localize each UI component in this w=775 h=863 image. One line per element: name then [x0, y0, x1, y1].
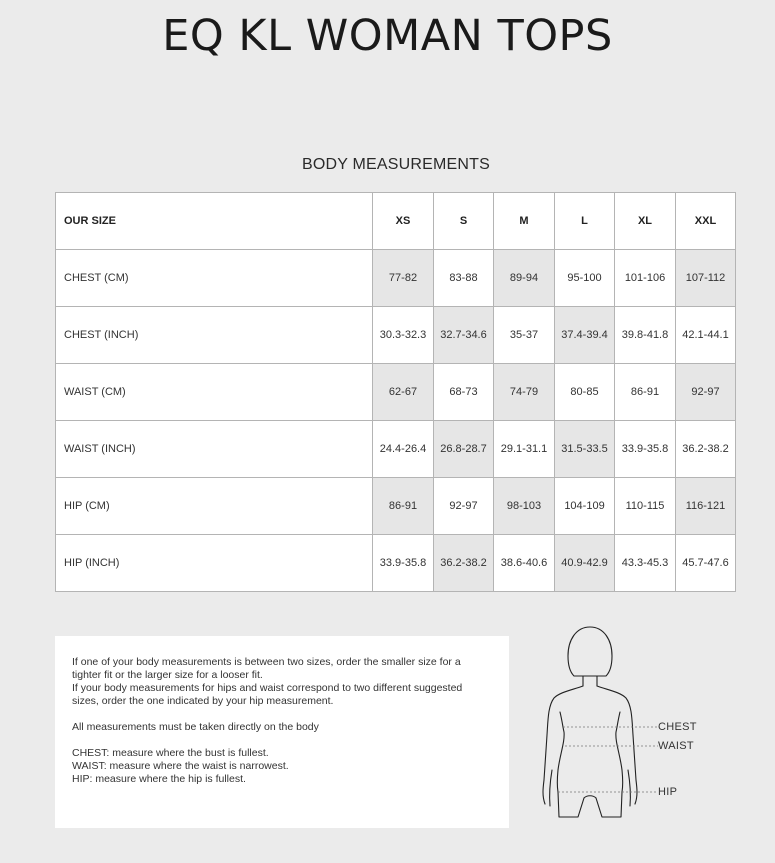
table-cell: 32.7-34.6 — [434, 307, 494, 364]
row-label: CHEST (INCH) — [56, 307, 373, 364]
row-label: WAIST (CM) — [56, 364, 373, 421]
body-measurement-figure — [530, 620, 730, 830]
measurement-notes — [55, 636, 509, 828]
page-title: EQ KL WOMAN TOPS — [162, 11, 613, 61]
header-size-s: S — [434, 193, 494, 250]
table-cell: 45.7-47.6 — [676, 535, 736, 592]
note-line: sizes, order the one indicated by your hip measurement. — [72, 695, 334, 707]
note-line: If one of your body measurements is between two sizes, order the smaller size for a — [72, 656, 461, 668]
header-size-l: L — [555, 193, 615, 250]
table-cell: 92-97 — [676, 364, 736, 421]
row-label: CHEST (CM) — [56, 250, 373, 307]
figure-label-chest: CHEST — [658, 721, 697, 733]
size-chart-table — [55, 192, 736, 592]
note-chest: CHEST: measure where the bust is fullest. — [72, 747, 269, 759]
header-size-xl: XL — [615, 193, 676, 250]
table-cell: 77-82 — [373, 250, 434, 307]
table-row — [56, 478, 736, 535]
figure-label-waist: WAIST — [658, 740, 694, 752]
table-cell: 35-37 — [494, 307, 555, 364]
header-our-size: OUR SIZE — [56, 193, 373, 250]
table-cell: 116-121 — [676, 478, 736, 535]
table-cell: 83-88 — [434, 250, 494, 307]
table-cell: 24.4-26.4 — [373, 421, 434, 478]
table-cell: 42.1-44.1 — [676, 307, 736, 364]
table-cell: 43.3-45.3 — [615, 535, 676, 592]
table-cell: 36.2-38.2 — [434, 535, 494, 592]
header-size-xs: XS — [373, 193, 434, 250]
table-cell: 38.6-40.6 — [494, 535, 555, 592]
row-label: HIP (INCH) — [56, 535, 373, 592]
table-cell: 40.9-42.9 — [555, 535, 615, 592]
table-cell: 104-109 — [555, 478, 615, 535]
table-cell: 62-67 — [373, 364, 434, 421]
table-cell: 110-115 — [615, 478, 676, 535]
table-cell: 74-79 — [494, 364, 555, 421]
row-label: WAIST (INCH) — [56, 421, 373, 478]
table-row — [56, 421, 736, 478]
table-header-row — [56, 193, 736, 250]
notes-text — [72, 656, 492, 786]
table-cell: 92-97 — [434, 478, 494, 535]
table-cell: 68-73 — [434, 364, 494, 421]
table-cell: 31.5-33.5 — [555, 421, 615, 478]
note-line: tighter fit or the larger size for a looser fit. — [72, 669, 263, 681]
table-cell: 33.9-35.8 — [373, 535, 434, 592]
table-cell: 33.9-35.8 — [615, 421, 676, 478]
header-size-xxl: XXL — [676, 193, 736, 250]
note-line: If your body measurements for hips and waist correspond to two different suggested — [72, 682, 463, 694]
figure-label-hip: HIP — [658, 786, 678, 798]
table-cell: 95-100 — [555, 250, 615, 307]
table-cell: 98-103 — [494, 478, 555, 535]
header-size-m: M — [494, 193, 555, 250]
table-cell: 37.4-39.4 — [555, 307, 615, 364]
table-cell: 101-106 — [615, 250, 676, 307]
note-hip: HIP: measure where the hip is fullest. — [72, 773, 246, 785]
table-cell: 107-112 — [676, 250, 736, 307]
table-row — [56, 250, 736, 307]
table-row — [56, 535, 736, 592]
table-cell: 36.2-38.2 — [676, 421, 736, 478]
note-line: All measurements must be taken directly on the body — [72, 721, 319, 733]
row-label: HIP (CM) — [56, 478, 373, 535]
table-cell: 26.8-28.7 — [434, 421, 494, 478]
table-row — [56, 364, 736, 421]
section-heading: BODY MEASUREMENTS — [301, 156, 491, 173]
table-cell: 80-85 — [555, 364, 615, 421]
note-waist: WAIST: measure where the waist is narrowest. — [72, 760, 289, 772]
table-cell: 89-94 — [494, 250, 555, 307]
table-cell: 86-91 — [373, 478, 434, 535]
table-cell: 29.1-31.1 — [494, 421, 555, 478]
table-cell: 30.3-32.3 — [373, 307, 434, 364]
table-cell: 86-91 — [615, 364, 676, 421]
table-cell: 39.8-41.8 — [615, 307, 676, 364]
body-silhouette-icon — [530, 620, 730, 830]
table-row — [56, 307, 736, 364]
